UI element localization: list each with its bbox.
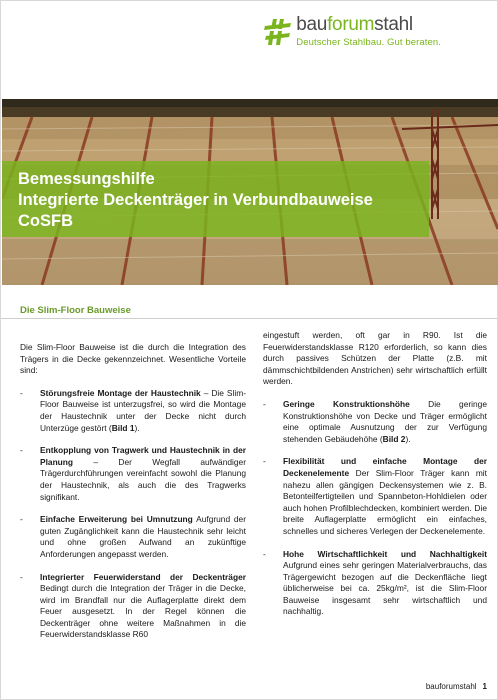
bullet-heading: Integrierter Feuerwiderstand der Deckenträger (40, 571, 246, 582)
bullet-item (20, 445, 246, 503)
section-divider (1, 318, 497, 319)
section-title: Die Slim-Floor Bauweise (20, 305, 131, 316)
bullet-dash: - (20, 571, 23, 582)
bullet-body: Aufgrund der guten Zugänglichkeit kann die Haustechnik sehr leicht und ohne großen Aufwand an zukünftige Anforderungen angepasst werden. (40, 514, 246, 559)
bullet-dash: - (263, 548, 266, 559)
bullet-dash: - (263, 456, 266, 467)
bullet-end: ). (134, 422, 140, 433)
bullet-heading: Entkopplung von Tragwerk und Haustechnik in der Planung (40, 445, 246, 467)
bullet-end: ). (405, 433, 411, 444)
bullet-body: Die geringe Konstruktionshöhe von Decke und Träger ermöglicht eine optimale Ausnutzung der zur Verfügung stehenden Gebäudehöhe ( (283, 398, 487, 444)
figure-reference: Bild 2 (382, 433, 406, 444)
continued-paragraph: eingestuft werden, oft gar in R90. Ist die Feuerwiderstandsklasse R120 erforderlich, so kann dies durch passives Schützen der Platte (z.B. mit dämmschichtbildenden Anstrichen) sehr wirtschaftlich erfüllt werden. (263, 330, 487, 387)
logo-mark-icon (264, 17, 292, 47)
page-footer (426, 682, 487, 691)
doc-title-line1: Bemessungshilfe (18, 170, 155, 188)
left-column (20, 342, 246, 641)
page-number: 1 (482, 682, 487, 691)
bullet-item (263, 549, 487, 619)
intro-paragraph: Die Slim-Floor Bauweise ist die durch die Integration des Trägers in die Decke gekennzeichnet. Wesentliche Vorteile sind: (20, 342, 246, 376)
bullet-separator (410, 399, 428, 409)
construction-photo-banner (2, 99, 498, 285)
bullet-heading: Hohe Wirtschaftlichkeit und Nachhaltigkeit (283, 548, 487, 559)
bullet-item (20, 514, 246, 560)
doc-title-line3: CoSFB (18, 212, 73, 230)
bullet-dash: - (20, 514, 23, 525)
bullet-dash: - (263, 398, 266, 409)
bullet-body: Die Slim-Floor Bauweise ist unterzugsfrei, so wird die Montage der Haustechnik unter der Decke nicht durch Unterzüge gestört ( (40, 387, 246, 433)
bullet-item (263, 399, 487, 445)
bullet-body: Der Slim-Floor Träger kann mit nahezu allen gängigen Deckensystemen wie z. B. Betonteilfertigteilen und Spannbeton-Hohldielen oder auch hohen Profilblechdecken, kombiniert werden. Die breite Auflagerplatte ermöglicht ein einfaches, schnelles und sicheres Verlegen der Deckenelemente. (283, 467, 487, 536)
bullet-heading: Flexibilität und einfache Montage der Deckenelemente (283, 456, 487, 478)
bullet-body: Bedingt durch die Integration der Träger in die Decke, wird im Brandfall nur die Auflagerplatte direkt dem Feuer ausgesetzt. In der Regel können die Deckenträger ohne weitere Maßnahmen in die Feuerwiderstandsklasse R60 (40, 583, 246, 640)
bauforumstahl-logo (264, 15, 441, 48)
bullet-heading: Störungsfreie Montage der Haustechnik (40, 387, 201, 398)
right-column (263, 330, 487, 618)
logo-tagline: Deutscher Stahlbau. Gut beraten. (296, 37, 441, 48)
bullet-item (263, 456, 487, 537)
bullet-separator: – (73, 456, 119, 467)
bullet-heading: Geringe Konstruktionshöhe (283, 398, 410, 409)
bullet-separator: – (200, 387, 212, 398)
bullet-item (20, 388, 246, 434)
bullet-dash: - (20, 445, 23, 456)
bullet-body: Der Wegfall aufwändiger Trägerdurchführungen vereinfacht sowohl die Planung der Haustechnik, als auch die des Tragwerks signifikant. (40, 456, 246, 502)
bullet-body: Aufgrund eines sehr geringen Materialverbrauchs, das Trägergewicht bezogen auf die Deckenfläche liegt üblicherweise bei ca. 25kg/m², ist die Slim-Floor Bauweise insgesamt sehr wirtschaftlich und nachhaltig. (283, 560, 487, 617)
bullet-item (20, 572, 246, 642)
footer-label: bauforumstahl (425, 682, 477, 691)
bullet-heading: Einfache Erweiterung bei Umnutzung (40, 514, 193, 525)
logo-wordmark: bauforumstahl (296, 14, 413, 35)
figure-reference: Bild 1 (111, 422, 135, 433)
doc-title-line2: Integrierte Deckenträger in Verbundbauweise (18, 191, 373, 209)
title-box (2, 161, 429, 237)
bullet-dash: - (20, 387, 23, 398)
